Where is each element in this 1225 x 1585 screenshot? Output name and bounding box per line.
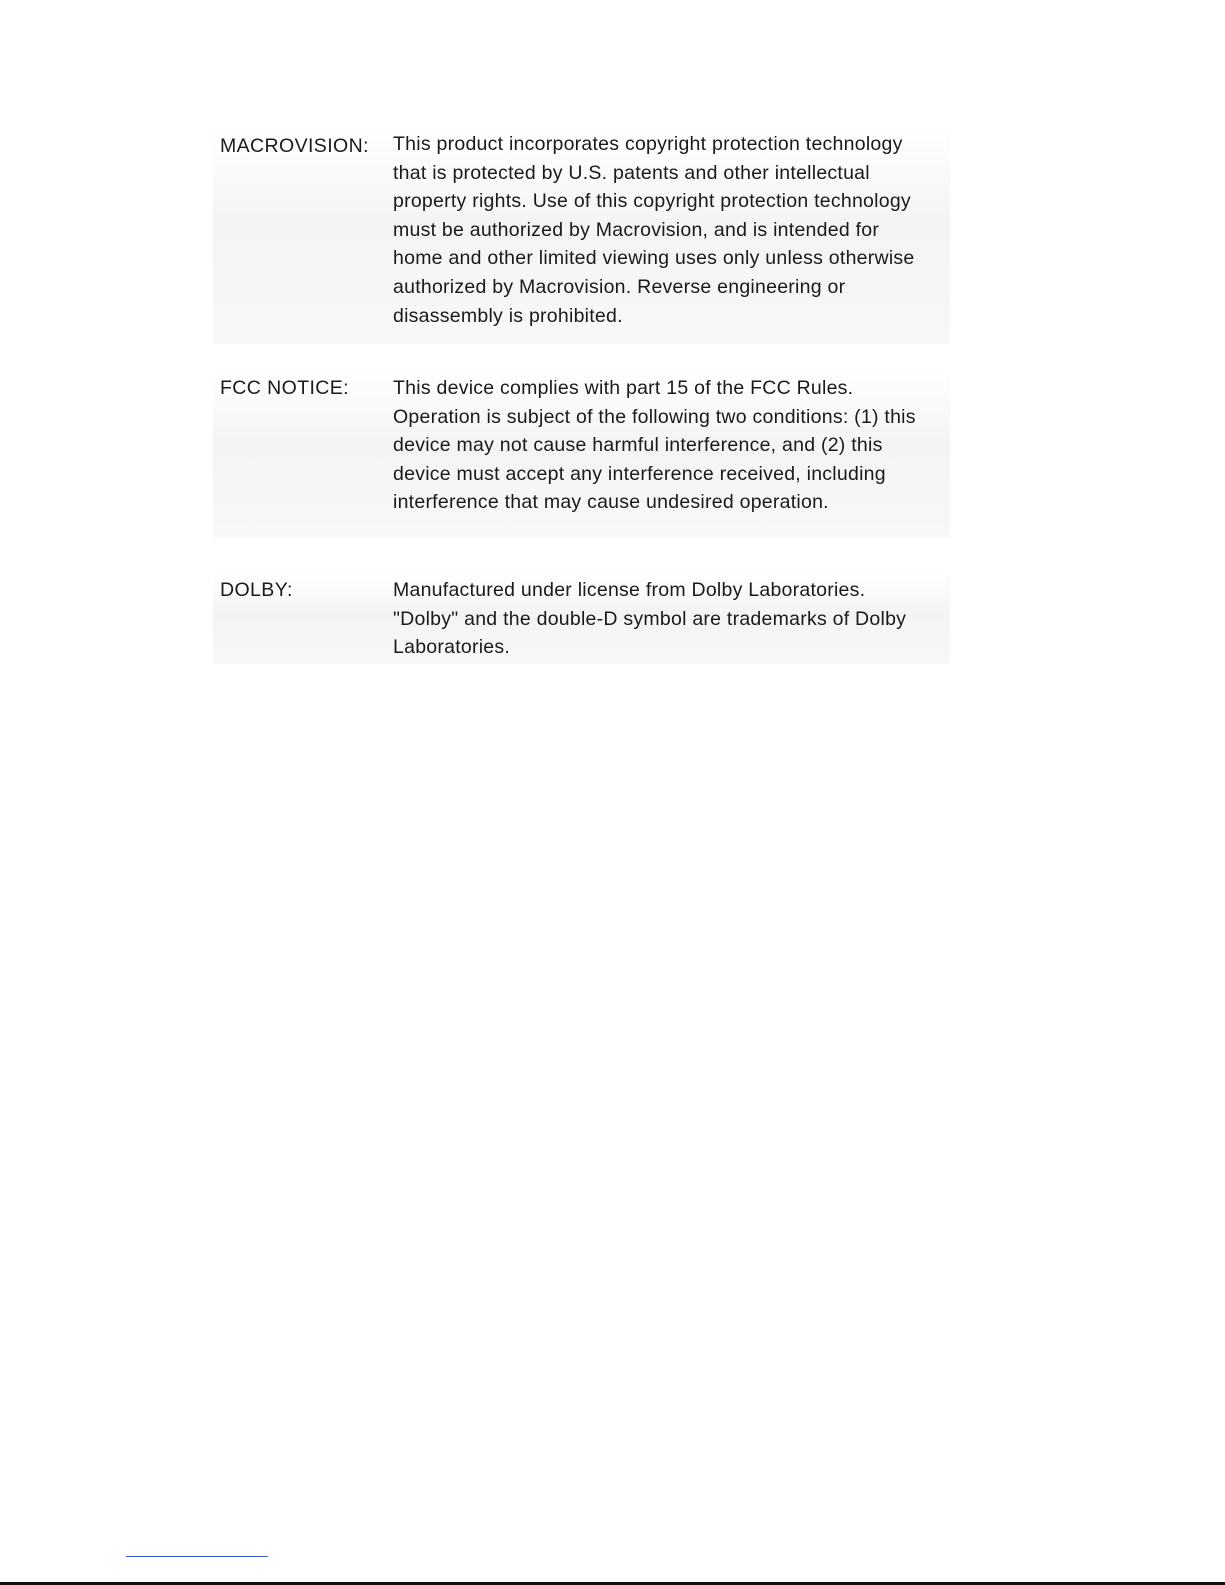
notice-line: that is protected by U.S. patents and other intellectual xyxy=(393,161,870,184)
dolby-text xyxy=(393,576,953,662)
macrovision-label: MACROVISION: xyxy=(220,135,369,157)
notice-line: "Dolby" and the double-D symbol are trademarks of Dolby xyxy=(393,607,907,630)
notice-line: property rights. Use of this copyright protection technology xyxy=(393,190,911,213)
notice-line: must be authorized by Macrovision, and is intended for xyxy=(393,218,880,241)
fcc-notice xyxy=(213,370,950,538)
notice-line: Operation is subject of the following two conditions: (1) this xyxy=(393,405,916,428)
notice-line: device must accept any interference received, including xyxy=(393,462,886,485)
notice-line: authorized by Macrovision. Reverse engineering or xyxy=(393,275,846,298)
notice-line: home and other limited viewing uses only unless otherwise xyxy=(393,247,915,270)
notice-line: device may not cause harmful interference, and (2) this xyxy=(393,434,883,457)
notice-line: This device complies with part 15 of the FCC Rules. xyxy=(393,377,854,399)
notice-line: This product incorporates copyright protection technology xyxy=(393,133,903,155)
dolby-notice xyxy=(213,572,950,664)
dolby-label: DOLBY: xyxy=(220,579,293,601)
macrovision-text xyxy=(393,130,953,330)
macrovision-notice xyxy=(213,126,950,344)
footnote-divider xyxy=(126,1556,268,1557)
notice-line: Manufactured under license from Dolby Laboratories. xyxy=(393,579,866,601)
fcc-label: FCC NOTICE: xyxy=(220,377,349,399)
notice-line: Laboratories. xyxy=(393,636,511,659)
notice-line: interference that may cause undesired operation. xyxy=(393,491,829,514)
notice-line: disassembly is prohibited. xyxy=(393,304,623,327)
fcc-text xyxy=(393,374,953,517)
